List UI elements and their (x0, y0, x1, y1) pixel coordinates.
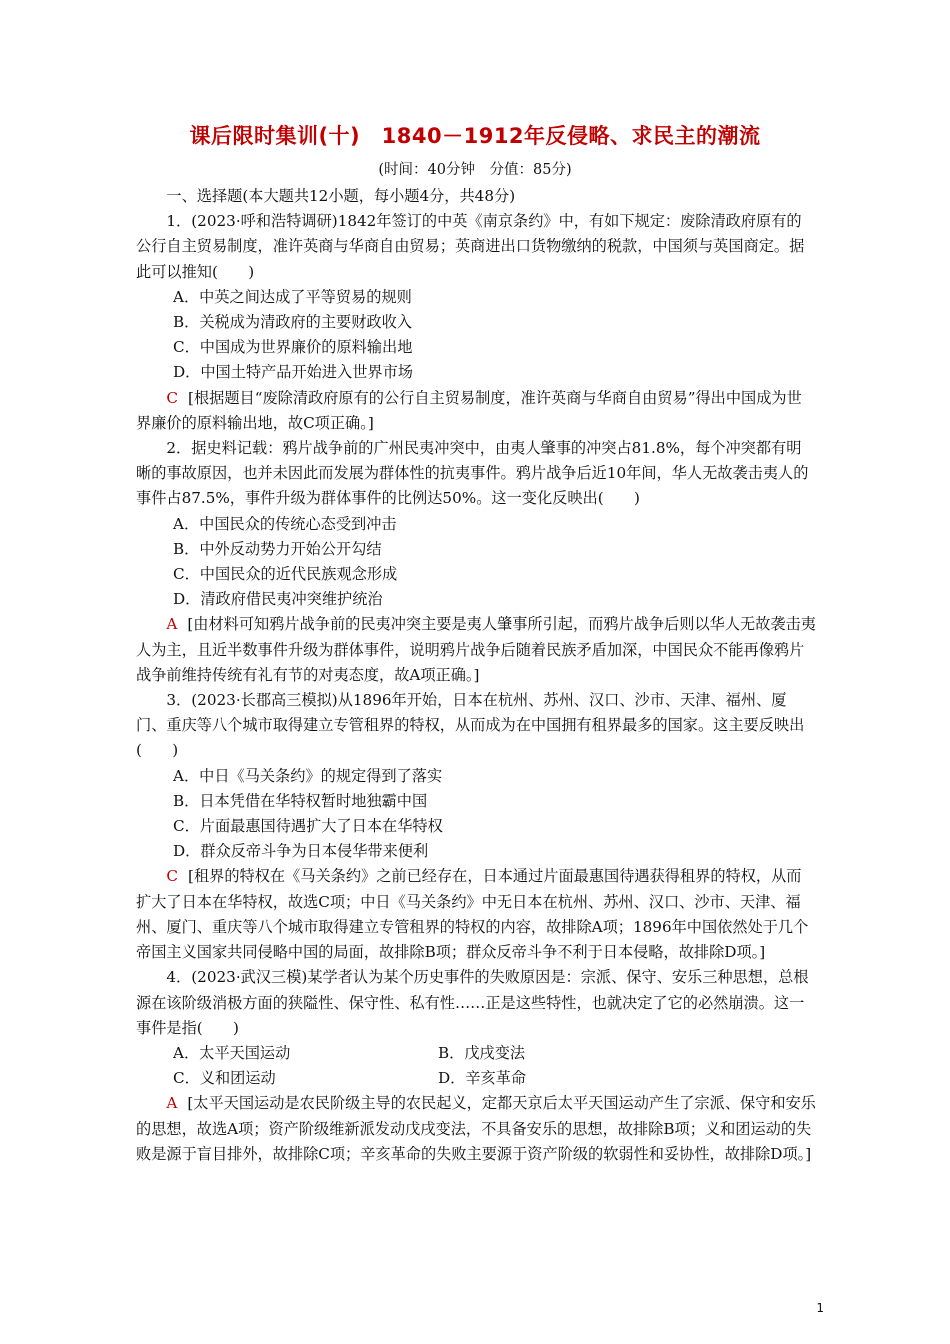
question-option: B．中外反动势力开始公开勾结 (173, 539, 382, 558)
question-option: B．戊戌变法 (438, 1043, 526, 1062)
question-option: D．辛亥革命 (438, 1069, 527, 1088)
answer-letter: A (166, 1094, 178, 1113)
answer-letter: A (166, 615, 178, 634)
question-stem: 3．(2023·长郡高三模拟)从1896年开始，日本在杭州、苏州、汉口、沙市、天津、福州、厦门、重庆等八个城市取得建立专管租界的特权，从而成为在中国拥有租界最多的国家。这主要反映出( ) (136, 691, 805, 760)
page-number: 1 (816, 1301, 824, 1315)
answer-block (136, 864, 816, 965)
answer-letter: C (166, 388, 179, 407)
answer-block (136, 386, 816, 436)
section-heading: 一、选择题(本大题共12小题，每小题4分，共48分) (166, 187, 516, 205)
option-row (136, 1066, 816, 1091)
question-option: B．日本凭借在华特权暂时地独霸中国 (173, 791, 428, 810)
question-option: A．中国民众的传统心态受到冲击 (173, 514, 397, 533)
question-option: A．中日《马关条约》的规定得到了落实 (173, 766, 443, 785)
page-subtitle: (时间：40分钟 分值：85分) (378, 162, 572, 178)
question-option: D．清政府借民夷冲突维护统治 (173, 590, 383, 609)
question-content (136, 184, 816, 1167)
question-stem: 1．(2023·呼和浩特调研)1842年签订的中英《南京条约》中，有如下规定：废除清政府原有的公行自主贸易制度，准许英商与华商自由贸易；英商进出口货物缴纳的税款，中国须与英国商定。据此可以推知( ) (136, 212, 805, 281)
answer-explanation: [根据题目“废除清政府原有的公行自主贸易制度，准许英商与华商自由贸易”得出中国成为世界廉价的原料输出地，故C项正确。] (136, 388, 802, 432)
page-title: 课后限时集训(十) 1840－1912年反侵略、求民主的潮流 (189, 124, 761, 148)
answer-block (136, 1091, 816, 1167)
question-stem: 4．(2023·武汉三模)某学者认为某个历史事件的失败原因是：宗派、保守、安乐三种思想，总根源在该阶级消极方面的狭隘性、保守性、私有性……正是这些特性，也就决定了它的必然崩溃。这一事件是指( ) (136, 968, 809, 1037)
question-option: C．中国成为世界廉价的原料输出地 (173, 338, 413, 357)
answer-letter: C (166, 867, 179, 886)
question-option: D．中国土特产品开始进入世界市场 (173, 363, 413, 382)
answer-explanation: [由材料可知鸦片战争前的民夷冲突主要是夷人肇事所引起，而鸦片战争后则以华人无故袭击夷人为主，且近半数事件升级为群体事件，说明鸦片战争后随着民族矛盾加深，中国民众不能再像鸦片战争前维持传统有礼有节的对夷态度，故A项正确。] (136, 615, 816, 684)
question-option: D．群众反帝斗争为日本侵华带来便利 (173, 842, 429, 861)
question-option: B．关税成为清政府的主要财政收入 (173, 313, 412, 332)
question-option: C．中国民众的近代民族观念形成 (173, 565, 398, 584)
question-option: C．义和团运动 (173, 1069, 276, 1088)
question-stem: 2．据史料记载：鸦片战争前的广州民夷冲突中，由夷人肇事的冲突占81.8%，每个冲突都有明晰的事故原因，也并未因此而发展为群体性的抗夷事件。鸦片战争后近10年间，华人无故袭击夷人的事件占87.5%，事件升级为群体事件的比例达50%。这一变化反映出( ) (136, 439, 809, 508)
question-option: C．片面最惠国待遇扩大了日本在华特权 (173, 817, 443, 836)
option-row (136, 1041, 816, 1066)
question-option: A．太平天国运动 (173, 1043, 291, 1062)
answer-explanation: [租界的特权在《马关条约》之前已经存在，日本通过片面最惠国待遇获得租界的特权，从而扩大了日本在华特权，故选C项；中日《马关条约》中无日本在杭州、苏州、汉口、沙市、天津、福州、厦门、重庆等八个城市取得建立专管租界的特权的内容，故排除A项；1896年中国依然处于几个帝国主义国家共同侵略中国的局面，故排除B项；群众反帝斗争不利于日本侵略，故排除D项。] (136, 867, 809, 962)
answer-block (136, 612, 816, 688)
answer-explanation: [太平天国运动是农民阶级主导的农民起义，定都天京后太平天国运动产生了宗派、保守和安乐的思想，故选A项；资产阶级维新派发动戊戌变法，不具备安乐的思想，故排除B项；义和团运动的失败是源于盲目排外，故排除C项；辛亥革命的失败主要源于资产阶级的软弱性和妥协性，故排除D项。] (136, 1094, 816, 1163)
question-option: A．中英之间达成了平等贸易的规则 (173, 287, 412, 306)
